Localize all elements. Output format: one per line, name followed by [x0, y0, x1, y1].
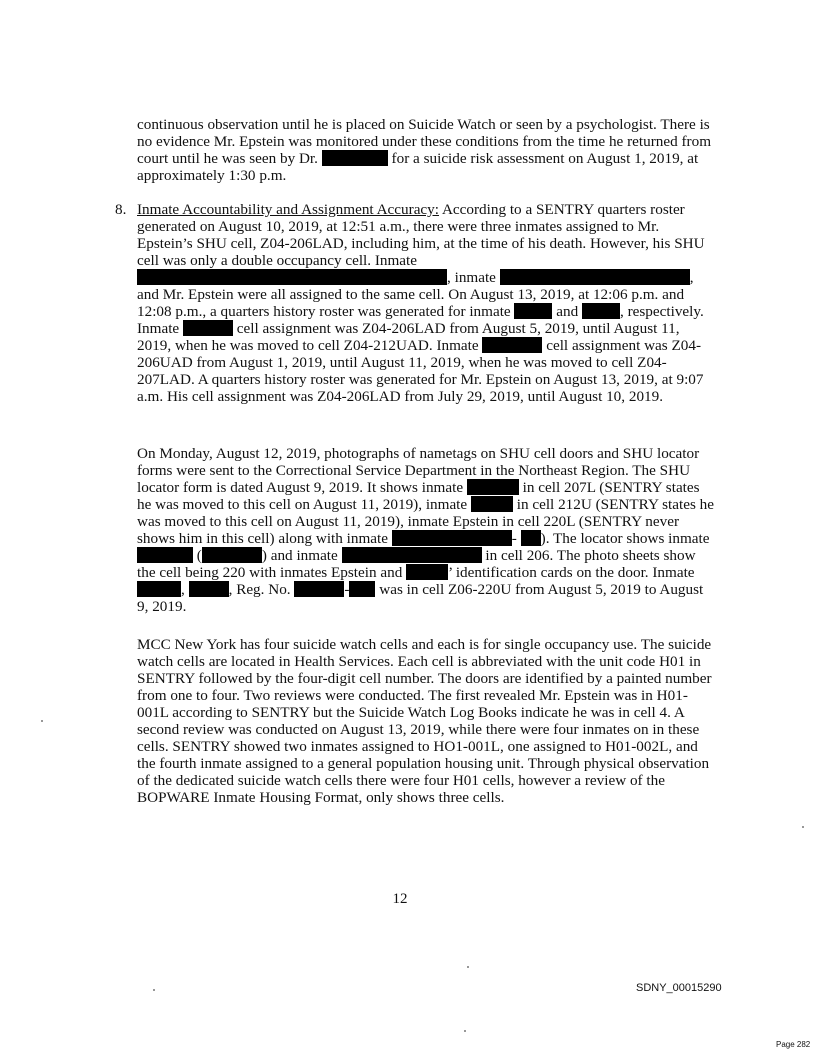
redaction-bar: [406, 564, 448, 580]
redaction-bar: [322, 150, 388, 166]
scan-speck: [153, 989, 155, 991]
scan-speck: [41, 720, 43, 722]
page-number: 12: [392, 891, 408, 907]
paragraph-text: , inmate: [447, 269, 496, 286]
redaction-bar: [521, 530, 541, 546]
paragraph-text: in cell 207L (SENTRY states he was moved to this cell on August 11, 2019), inmate: [137, 479, 700, 513]
paragraph-text: MCC New York has four suicide watch cells and each is for single occupancy use. The suicide watch cells are located in Health Services. Each cell is abbreviated with the unit code H01 in SENTRY followed by the four-digit cell number. The doors are identified by a painted number from one to four. Two reviews were conducted. The first revealed Mr. Epstein was in H01-001L according to SENTRY but the Suicide Watch Log Books indicate he was in cell 4. A second review was conducted on August 13, 2019, while there were four inmates on in these cells. SENTRY showed two inmates assigned to HO1-001L, one assigned to H01-002L, and the fourth inmate assigned to a general population housing unit. Through physical observation of the dedicated suicide watch cells there were four H01 cells, however a review of the BOPWARE Inmate Housing Format, only shows three cells.: [137, 636, 712, 806]
redaction-bar: [342, 547, 482, 563]
paragraph-text: (: [196, 547, 202, 564]
bates-number: SDNY_00015290: [636, 982, 722, 994]
scan-speck: [802, 826, 804, 828]
paragraph-text: cell assignment was Z04-206UAD from August 1, 2019, until August 11, 2019, when he was moved to cell Z04-207LAD. A quarters history roster was generated for Mr. Epstein on August 13, 2019, at 9:07 a.m. His cell assignment was Z04-206LAD from July 29, 2019, until August 10, 2019.: [137, 337, 704, 405]
redaction-bar: [500, 269, 690, 285]
redaction-bar: [514, 303, 552, 319]
paragraph-text: , and Mr. Epstein were all assigned to the same cell. On August 13, 2019, at 12:06 p.m. and 12:08 p.m., a quarters history roster was generated for inmate: [137, 269, 694, 320]
redaction-bar: [137, 547, 193, 563]
paragraph-text: ) and inmate: [261, 547, 338, 564]
paragraph-text: According to a SENTRY quarters roster generated on August 10, 2019, at 12:51 a.m., there were three inmates assigned to Mr. Epstein’s SHU cell, Z04-206LAD, including him, at the time of his death. However, his SHU cell was only a double occupancy cell. Inmate: [137, 201, 705, 269]
paragraph-text: -: [511, 530, 517, 547]
redaction-bar: [471, 496, 513, 512]
paragraph-continuation: [137, 116, 712, 184]
paragraph-text: in cell 212U (SENTRY states he was moved to this cell on August 11, 2019), inmate Epstein in cell 220L (SENTRY never shows him in this cell) along with inmate: [137, 496, 715, 547]
paragraph-text: , respectively. Inmate: [137, 303, 704, 337]
redaction-bar: [137, 269, 447, 285]
redaction-bar: [349, 581, 375, 597]
scan-speck: [464, 1030, 466, 1032]
redaction-bar: [183, 320, 233, 336]
page-tag: Page 282: [776, 1040, 811, 1049]
redaction-bar: [392, 530, 512, 546]
paragraph-text: and: [556, 303, 579, 320]
paragraph-august-12: [137, 445, 715, 615]
scan-speck: [467, 966, 469, 968]
section-heading: Inmate Accountability and Assignment Accuracy:: [137, 201, 439, 218]
paragraph-text: ,: [181, 581, 185, 598]
redaction-bar: [202, 547, 262, 563]
paragraph-text: in cell 206. The photo sheets show the cell being 220 with inmates Epstein and: [137, 547, 696, 581]
redaction-bar: [294, 581, 344, 597]
redaction-bar: [467, 479, 519, 495]
paragraph-text: On Monday, August 12, 2019, photographs of nametags on SHU cell doors and SHU locator forms were sent to the Correctional Service Department in the Northeast Region. The SHU locator form is dated August 9, 2019. It shows inmate: [137, 445, 700, 496]
redaction-bar: [189, 581, 229, 597]
section-8: [115, 201, 715, 405]
redaction-bar: [482, 337, 542, 353]
paragraph-text: continuous observation until he is placed on Suicide Watch or seen by a psychologist. There is no evidence Mr. Epstein was monitored under these conditions from the time he returned from court until he was seen by Dr.: [137, 116, 712, 167]
section-number: 8.: [115, 201, 127, 218]
paragraph-text: ). The locator shows inmate: [540, 530, 710, 547]
redaction-bar: [582, 303, 620, 319]
paragraph-text: for a suicide risk assessment on August 1, 2019, at approximately 1:30 p.m.: [137, 150, 699, 184]
paragraph-text: -: [344, 581, 350, 598]
paragraph-text: cell assignment was Z04-206LAD from August 5, 2019, until August 11, 2019, when he was moved to cell Z04-212UAD. Inmate: [137, 320, 680, 354]
paragraph-text: , Reg. No.: [228, 581, 291, 598]
redaction-bar: [137, 581, 181, 597]
paragraph-mcc-suicide-watch: [137, 636, 712, 806]
paragraph-text: was in cell Z06-220U from August 5, 2019 to August 9, 2019.: [137, 581, 704, 615]
paragraph-text: ’ identification cards on the door. Inmate: [448, 564, 695, 581]
